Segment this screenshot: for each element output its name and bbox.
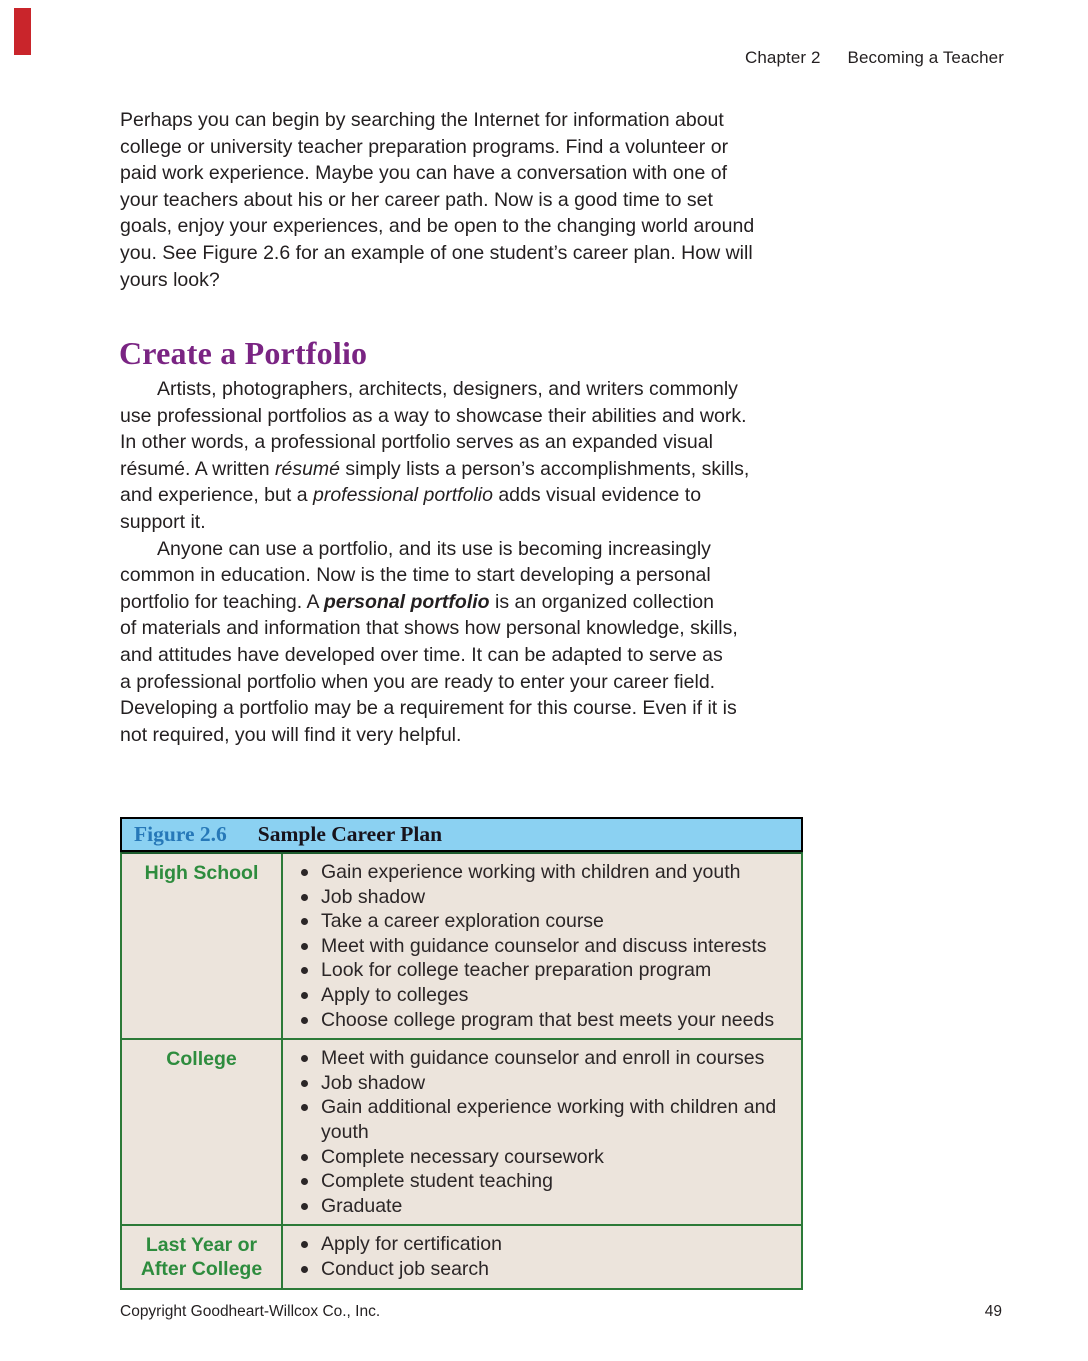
bullet-icon [299, 1232, 321, 1257]
bullet-icon [299, 1071, 321, 1096]
text-segment: you. See Figure 2.6 for an example of one student’s career plan. How will [120, 241, 753, 264]
text-segment: Artists, photographers, architects, designers, and writers commonly [157, 378, 738, 400]
text-segment: of materials and information that shows how personal knowledge, skills, [120, 617, 738, 640]
bullet-text-line: Conduct job search [321, 1257, 490, 1280]
text-line [120, 615, 820, 642]
text-line [120, 213, 820, 240]
stage-label [122, 854, 283, 1038]
text-line [120, 134, 820, 161]
page-number: 49 [984, 1303, 1002, 1320]
red-corner-mark [14, 8, 31, 55]
bullet-text [321, 1194, 402, 1219]
figure-2-6 [120, 817, 803, 1290]
bullet-icon [299, 1145, 321, 1170]
stage-items [283, 1040, 801, 1224]
text-segment: résumé. A written [120, 457, 275, 480]
text-line [120, 669, 820, 696]
bullet-text-line: Complete student teaching [321, 1170, 553, 1193]
stage-label [122, 1040, 283, 1224]
emphasized-term: résumé [274, 457, 341, 480]
bullet-text [321, 1008, 774, 1033]
running-header [745, 48, 1004, 68]
figure-title: Sample Career Plan [257, 822, 443, 846]
bullet-item [299, 1257, 795, 1282]
chapter-number: Chapter 2 [744, 48, 821, 67]
bullet-text [321, 909, 604, 934]
intro-paragraph [120, 107, 820, 293]
bullet-text-line: Look for college teacher preparation program [321, 959, 712, 982]
bullet-item [299, 983, 795, 1008]
paragraph [120, 536, 820, 749]
text-line [120, 267, 820, 294]
bullet-text-line: Choose college program that best meets your needs [321, 1008, 775, 1031]
bullet-item [299, 1095, 795, 1144]
bullet-item [299, 1046, 795, 1071]
bullet-text [321, 983, 468, 1008]
bullet-item [299, 1145, 795, 1170]
bullet-text-line: Gain experience working with children and youth [321, 861, 741, 883]
chapter-title: Becoming a Teacher [847, 48, 1004, 67]
bullet-item [299, 909, 795, 934]
bullet-icon [299, 1046, 321, 1071]
text-segment: and experience, but a [120, 484, 313, 507]
text-line [120, 536, 820, 563]
bullet-icon [299, 1194, 321, 1219]
text-segment: a professional portfolio when you are ready to enter your career field. [120, 670, 716, 693]
bullet-text [321, 1095, 776, 1144]
section-body [120, 376, 820, 748]
text-line [120, 187, 820, 214]
bullet-icon [299, 1095, 321, 1144]
bullet-text [321, 1232, 502, 1257]
text-line [120, 403, 820, 430]
text-segment: portfolio for teaching. A [120, 590, 324, 613]
bullet-text [321, 1071, 425, 1096]
text-line [120, 376, 820, 403]
text-segment: support it. [120, 510, 206, 533]
section-heading: Create a Portfolio [119, 335, 368, 372]
text-line [120, 562, 820, 589]
text-segment: is an organized collection [489, 590, 714, 613]
bullet-item [299, 1071, 795, 1096]
text-segment: paid work experience. Maybe you can have a conversation with one of [120, 162, 728, 185]
stage-items [283, 854, 801, 1038]
bullet-text-line: Apply to colleges [321, 983, 469, 1006]
bullet-item [299, 934, 795, 959]
bullet-text [321, 1257, 489, 1282]
stage-items [283, 1226, 801, 1287]
bullet-item [299, 1169, 795, 1194]
bullet-text [321, 1169, 553, 1194]
text-line [120, 482, 820, 509]
figure-row [122, 854, 801, 1038]
bullet-text [321, 860, 741, 885]
bullet-text-line: Complete necessary coursework [321, 1145, 604, 1168]
text-segment: adds visual evidence to [492, 484, 702, 507]
bullet-icon [299, 1008, 321, 1033]
bullet-icon [299, 860, 321, 885]
bullet-icon [299, 983, 321, 1008]
bullet-icon [299, 934, 321, 959]
text-line [120, 160, 820, 187]
emphasized-term: professional portfolio [312, 484, 493, 507]
text-segment: Perhaps you can begin by searching the Internet for information about [120, 109, 724, 131]
bullet-text [321, 885, 425, 910]
figure-label: Figure 2.6 [134, 822, 227, 846]
text-line [120, 429, 820, 456]
bullet-icon [299, 1257, 321, 1282]
text-segment: and attitudes have developed over time. It can be adapted to serve as [120, 643, 723, 666]
text-line [120, 722, 820, 749]
text-segment: college or university teacher preparation programs. Find a volunteer or [120, 135, 729, 158]
bullet-text [321, 934, 767, 959]
text-segment: Developing a portfolio may be a requirement for this course. Even if it is [120, 697, 737, 720]
text-line [120, 695, 820, 722]
bullet-icon [299, 1169, 321, 1194]
bullet-item [299, 860, 795, 885]
bullet-item [299, 958, 795, 983]
bullet-text-line: Meet with guidance counselor and enroll in courses [321, 1047, 765, 1070]
bullet-text [321, 1145, 604, 1170]
bullet-text [321, 1046, 764, 1071]
text-line [120, 107, 820, 134]
bullet-text-line: Meet with guidance counselor and discuss interests [321, 934, 767, 957]
paragraph [120, 376, 820, 536]
stage-label-line: High School [144, 862, 259, 884]
bullet-item [299, 1008, 795, 1033]
bullet-text-line: Apply for certification [321, 1233, 502, 1256]
bullet-text-line: Job shadow [321, 1071, 426, 1094]
bullet-text-line: Take a career exploration course [321, 910, 604, 933]
bullet-text [321, 958, 711, 983]
bullet-item [299, 1232, 795, 1257]
figure-row [122, 1038, 801, 1224]
bullet-text-line: Job shadow [321, 885, 426, 908]
text-segment: simply lists a person’s accomplishments, skills, [340, 457, 750, 480]
bullet-icon [299, 909, 321, 934]
text-line [120, 456, 820, 483]
text-segment: yours look? [120, 268, 220, 291]
stage-label-line: After College [140, 1257, 263, 1280]
emphasized-term: personal portfolio [323, 590, 490, 613]
text-line [120, 240, 820, 267]
bullet-item [299, 885, 795, 910]
text-segment: goals, enjoy your experiences, and be open to the changing world around [120, 215, 755, 238]
text-segment: not required, you will find it very helpful. [120, 723, 462, 746]
bullet-text-line: youth [321, 1120, 369, 1143]
text-line [120, 509, 820, 536]
bullet-icon [299, 958, 321, 983]
bullet-item [299, 1194, 795, 1219]
text-segment: use professional portfolios as a way to showcase their abilities and work. [120, 404, 747, 427]
figure-header-bar [120, 817, 803, 852]
text-segment: common in education. Now is the time to start developing a personal [120, 564, 711, 587]
text-segment: In other words, a professional portfolio serves as an expanded visual [120, 431, 713, 454]
stage-label-line: College [166, 1048, 237, 1071]
figure-table-body [120, 852, 803, 1290]
bullet-text-line: Gain additional experience working with children and [321, 1096, 777, 1119]
text-segment: your teachers about his or her career path. Now is a good time to set [120, 188, 713, 211]
stage-label [122, 1226, 283, 1287]
stage-label-line: Last Year or [145, 1234, 258, 1257]
text-line [120, 642, 820, 669]
bullet-text-line: Graduate [321, 1194, 403, 1217]
text-line [120, 589, 820, 616]
copyright-notice: Copyright Goodheart-Willcox Co., Inc. [120, 1303, 381, 1320]
figure-row [122, 1224, 801, 1287]
bullet-icon [299, 885, 321, 910]
text-segment: Anyone can use a portfolio, and its use is becoming increasingly [157, 537, 711, 560]
